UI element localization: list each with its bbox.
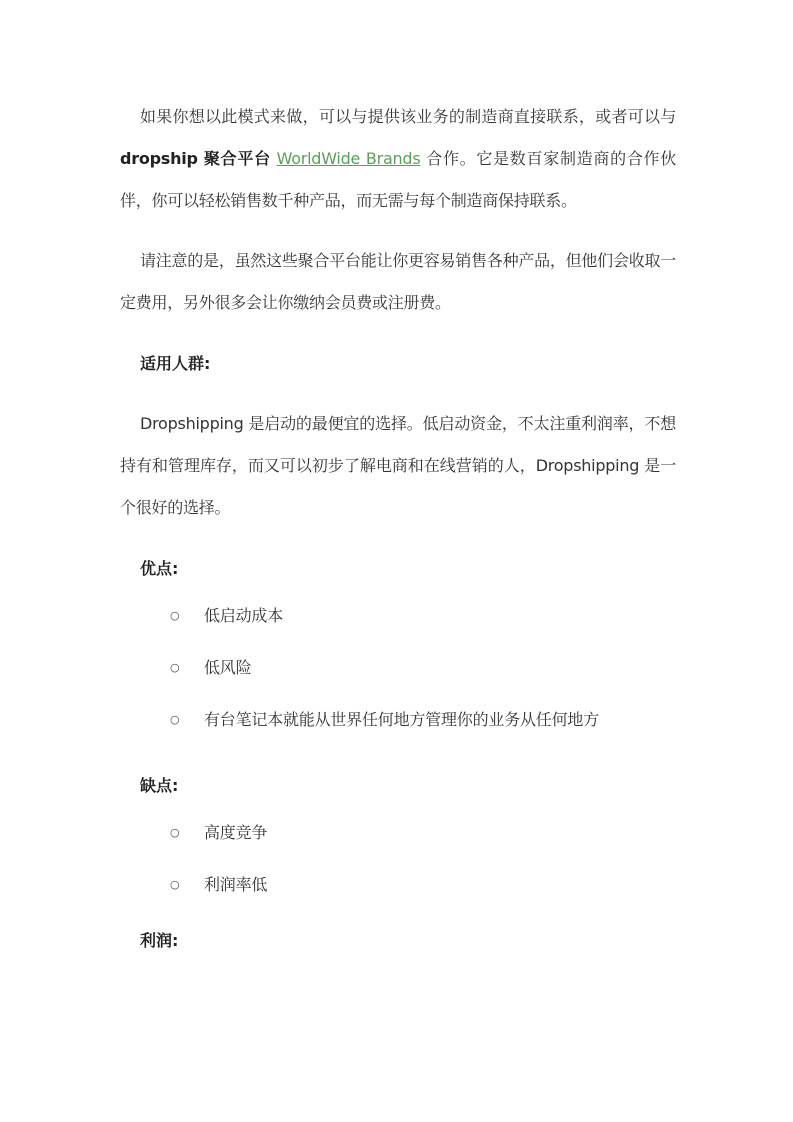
pros-item-text: 有台笔记本就能从世界任何地方管理你的业务从任何地方	[204, 710, 600, 729]
list-item	[120, 590, 676, 642]
paragraph-text-start: 如果你想以此模式来做，可以与提供该业务的制造商直接联系，或者可以与	[140, 107, 676, 126]
profit-heading: 利润:	[140, 931, 179, 950]
pros-item-text: 低风险	[204, 658, 252, 677]
paragraph-text-end: 合作。它是数百家制造商的合作伙伴，你可以轻松销售数千种产品，而无需与每个制造商保持联系。	[120, 149, 676, 210]
bullet-circle-icon: ○	[170, 878, 180, 891]
bullet-circle-icon: ○	[170, 826, 180, 839]
dropship-platform-bold: dropship 聚合平台	[120, 149, 271, 168]
bullet-circle-icon: ○	[170, 609, 180, 622]
bullet-circle-icon: ○	[170, 661, 180, 674]
pros-list	[120, 590, 676, 746]
pros-item-text: 低启动成本	[204, 606, 284, 625]
cons-item-text: 高度竞争	[204, 823, 268, 842]
article-body	[120, 96, 676, 962]
pros-heading: 优点:	[140, 559, 179, 578]
cons-heading: 缺点:	[140, 776, 179, 795]
list-item	[120, 859, 676, 911]
list-item	[120, 807, 676, 859]
cons-list	[120, 807, 676, 911]
list-item	[120, 694, 676, 746]
worldwide-brands-link[interactable]: WorldWide Brands	[276, 149, 421, 168]
audience-heading: 适用人群:	[140, 354, 211, 373]
list-item	[120, 642, 676, 694]
paragraph-fees-note: 请注意的是，虽然这些聚合平台能让你更容易销售各种产品，但他们会收取一定费用，另外很多会让你缴纳会员费或注册费。	[120, 251, 676, 312]
cons-item-text: 利润率低	[204, 875, 268, 894]
paragraph-manufacturer-contact	[120, 96, 676, 222]
paragraph-audience: Dropshipping 是启动的最便宜的选择。低启动资金，不太注重利润率，不想持有和管理库存，而又可以初步了解电商和在线营销的人，Dropshipping 是一个很好的选择。	[120, 414, 676, 517]
bullet-circle-icon: ○	[170, 713, 180, 726]
